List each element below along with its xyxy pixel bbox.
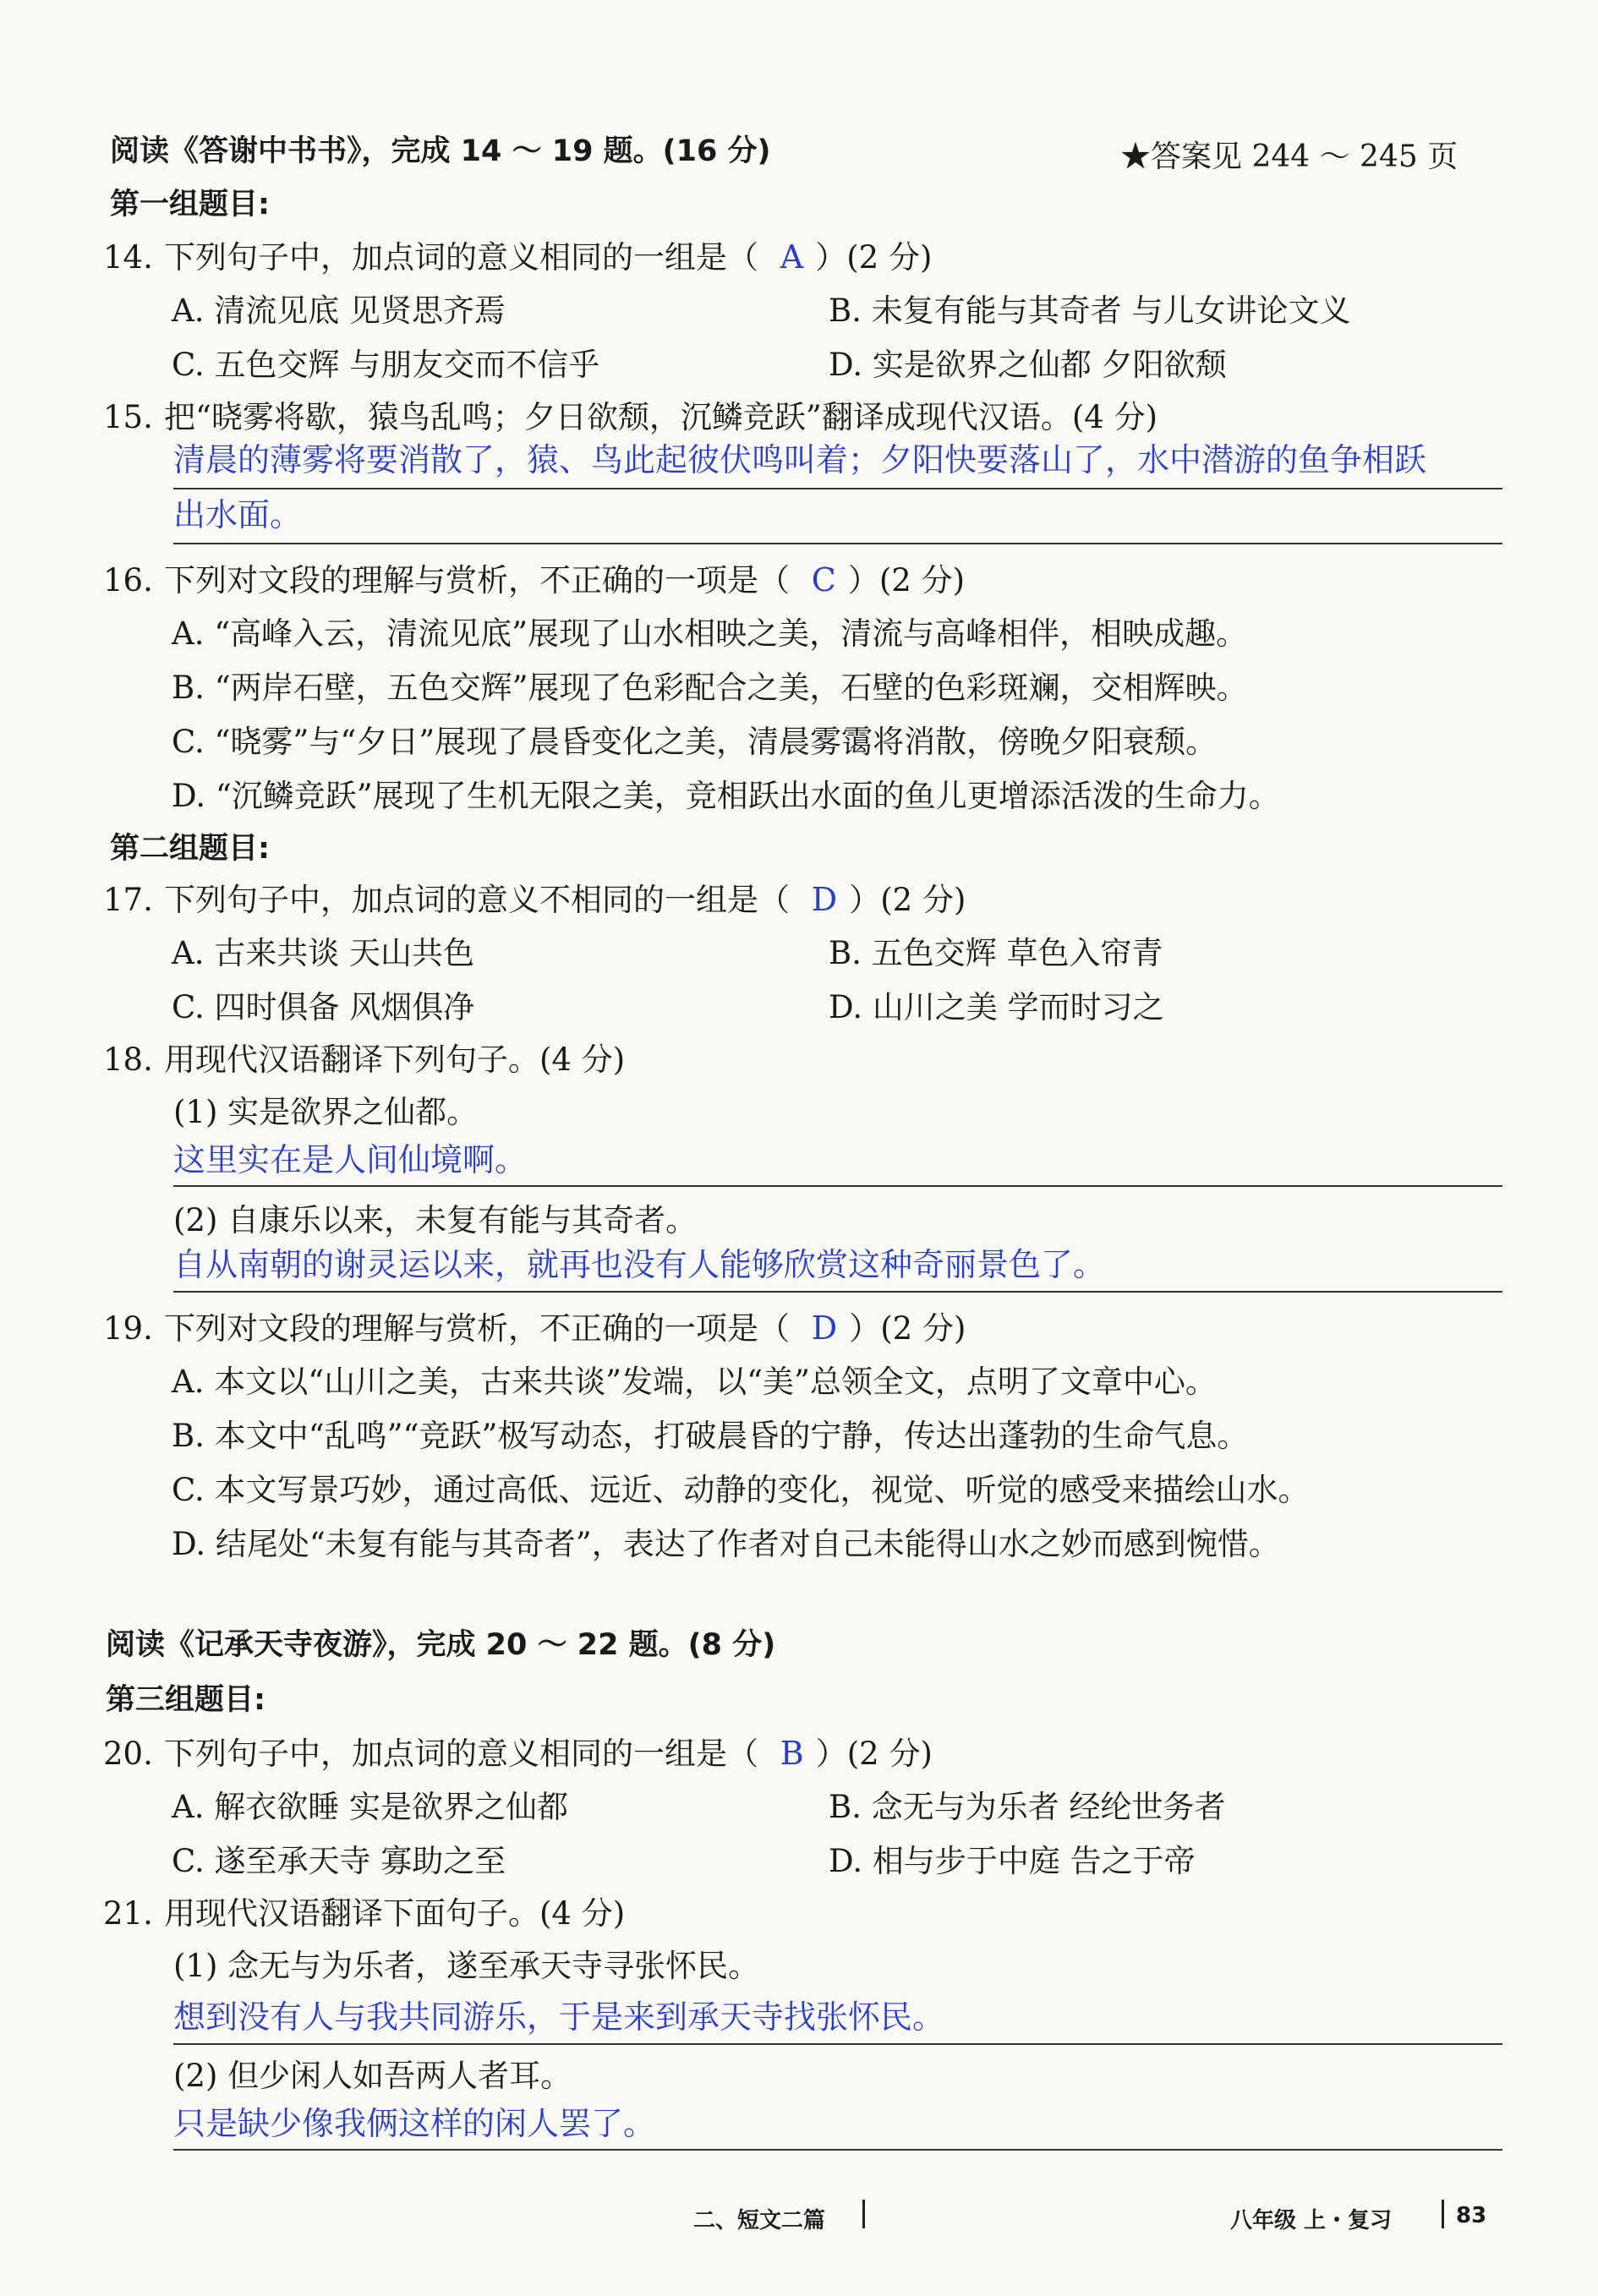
option-d: D. 结尾处“未复有能与其奇者”，表达了作者对自己未能得山水之妙而感到惋惜。 (172, 1526, 1280, 1562)
option-b: B. “两岸石壁，五色交辉”展现了色彩配合之美，石壁的色彩斑斓，交相辉映。 (172, 670, 1248, 706)
question-number: 18. (103, 1041, 153, 1078)
answer-mark: A (780, 238, 804, 276)
question-number: 21. (103, 1895, 153, 1932)
question-18 (103, 1040, 625, 1080)
option-a: A. 古来共谈 天山共色 (172, 935, 475, 971)
answer-line-1: 清晨的薄雾将要消散了，猿、鸟此起彼伏鸣叫着；夕阳快要落山了，水中潜游的鱼争相跃 (173, 441, 1427, 478)
answer-rule (173, 488, 1502, 489)
option-b: B. 本文中“乱鸣”“竞跃”极写动态，打破晨昏的宁静，传达出蓬勃的生命气息。 (172, 1418, 1249, 1454)
question-stem: 下列句子中，加点词的意义相同的一组是（ (164, 239, 758, 276)
question-points: ）(2 分) (815, 239, 933, 276)
question-16 (103, 560, 965, 601)
footer-divider (862, 2200, 865, 2228)
answer-line-1: 这里实在是人间仙境啊。 (173, 1141, 528, 1178)
question-14 (103, 237, 932, 278)
question-stem: 把“晓雾将歇，猿鸟乱鸣；夕日欲颓，沉鳞竞跃”翻译成现代汉语。(4 分) (164, 399, 1158, 435)
answer-rule (173, 2149, 1502, 2151)
question-number: 15. (103, 399, 153, 435)
question-stem: 用现代汉语翻译下列句子。(4 分) (164, 1041, 626, 1078)
option-d: D. “沉鳞竞跃”展现了生机无限之美，竞相跃出水面的鱼儿更增添活泼的生命力。 (172, 778, 1280, 814)
group-title-3: 第三组题目: (106, 1683, 265, 1717)
option-c: C. 四时俱备 风烟俱净 (172, 989, 475, 1025)
answer-rule (173, 2043, 1502, 2045)
question-points: ）(2 分) (849, 1310, 966, 1347)
option-a: A. “高峰入云，清流见底”展现了山水相映之美，清流与高峰相伴，相映成趣。 (172, 615, 1248, 652)
option-b: B. 念无与为乐者 经纶世务者 (829, 1789, 1226, 1825)
answer-mark: C (811, 561, 836, 599)
answer-line-1: 想到没有人与我共同游乐，于是来到承天寺找张怀民。 (173, 1998, 945, 2036)
question-15 (103, 397, 1157, 438)
page-number: 83 (1456, 2203, 1487, 2228)
footer-divider (1442, 2200, 1444, 2228)
question-stem: 下列对文段的理解与赏析，不正确的一项是（ (164, 1310, 790, 1347)
footer-section: 二、短文二篇 (693, 2208, 826, 2233)
question-19 (103, 1308, 966, 1349)
question-number: 19. (103, 1310, 153, 1347)
option-c: C. 五色交辉 与朋友交而不信乎 (172, 347, 600, 383)
answer-mark: D (811, 1309, 838, 1347)
question-20 (103, 1733, 933, 1774)
answer-line-2: 出水面。 (173, 496, 303, 533)
answer-rule (173, 1185, 1502, 1187)
option-d: D. 相与步于中庭 告之于帝 (829, 1843, 1196, 1879)
group-title-1: 第一组题目: (110, 188, 270, 221)
question-stem: 下列对文段的理解与赏析，不正确的一项是（ (164, 562, 790, 599)
answer-line-2: 自从南朝的谢灵运以来，就再也没有人能够欣赏这种奇丽景色了。 (173, 1246, 1106, 1283)
question-stem: 下列句子中，加点词的意义相同的一组是（ (164, 1736, 758, 1772)
option-c: C. 遂至承天寺 寡助之至 (172, 1843, 506, 1879)
question-points: ）(2 分) (849, 882, 966, 918)
section-title-1: 阅读《答谢中书书》，完成 14 ～ 19 题。(16 分) (110, 134, 771, 168)
option-a: A. 解衣欲睡 实是欲界之仙都 (172, 1789, 569, 1825)
section-title-2: 阅读《记承天寺夜游》，完成 20 ～ 22 题。(8 分) (106, 1628, 776, 1662)
option-a: A. 本文以“山川之美，古来共谈”发端，以“美”总领全文，点明了文章中心。 (172, 1364, 1217, 1400)
sentence-1: (1) 念无与为乐者，遂至承天寺寻张怀民。 (173, 1948, 760, 1984)
option-d: D. 山川之美 学而时习之 (829, 989, 1164, 1025)
question-number: 16. (103, 562, 153, 599)
sentence-2: (2) 但少闲人如吾两人者耳。 (173, 2058, 572, 2094)
option-c: C. “晓雾”与“夕日”展现了晨昏变化之美，清晨雾霭将消散，傍晚夕阳衰颓。 (172, 724, 1218, 760)
answer-line-2: 只是缺少像我俩这样的闲人罢了。 (173, 2105, 656, 2142)
option-b: B. 五色交辉 草色入帘青 (829, 935, 1163, 971)
option-c: C. 本文写景巧妙，通过高低、远近、动静的变化，视觉、听觉的感受来描绘山水。 (172, 1472, 1310, 1508)
sentence-1: (1) 实是欲界之仙都。 (173, 1094, 479, 1130)
question-points: ）(2 分) (815, 1736, 933, 1772)
option-b: B. 未复有能与其奇者 与儿女讲论文义 (829, 292, 1351, 329)
answer-rule (173, 543, 1502, 544)
sentence-2: (2) 自康乐以来，未复有能与其奇者。 (173, 1202, 698, 1238)
question-stem: 下列句子中，加点词的意义不相同的一组是（ (164, 882, 790, 918)
group-title-2: 第二组题目: (110, 832, 270, 866)
footer-grade: 八年级 上・复习 (1230, 2208, 1393, 2233)
answer-mark: D (811, 881, 838, 918)
question-points: ）(2 分) (847, 562, 966, 599)
question-number: 20. (103, 1736, 153, 1772)
question-stem: 用现代汉语翻译下面句子。(4 分) (164, 1895, 626, 1932)
option-d: D. 实是欲界之仙都 夕阳欲颓 (829, 347, 1227, 383)
question-number: 14. (103, 239, 153, 276)
answer-reference: ★答案见 244 ～ 245 页 (1120, 139, 1458, 174)
answer-mark: B (780, 1735, 804, 1772)
option-a: A. 清流见底 见贤思齐焉 (172, 292, 506, 329)
question-21 (103, 1894, 625, 1934)
question-number: 17. (103, 882, 153, 918)
answer-rule (173, 1291, 1502, 1293)
question-17 (103, 879, 966, 921)
